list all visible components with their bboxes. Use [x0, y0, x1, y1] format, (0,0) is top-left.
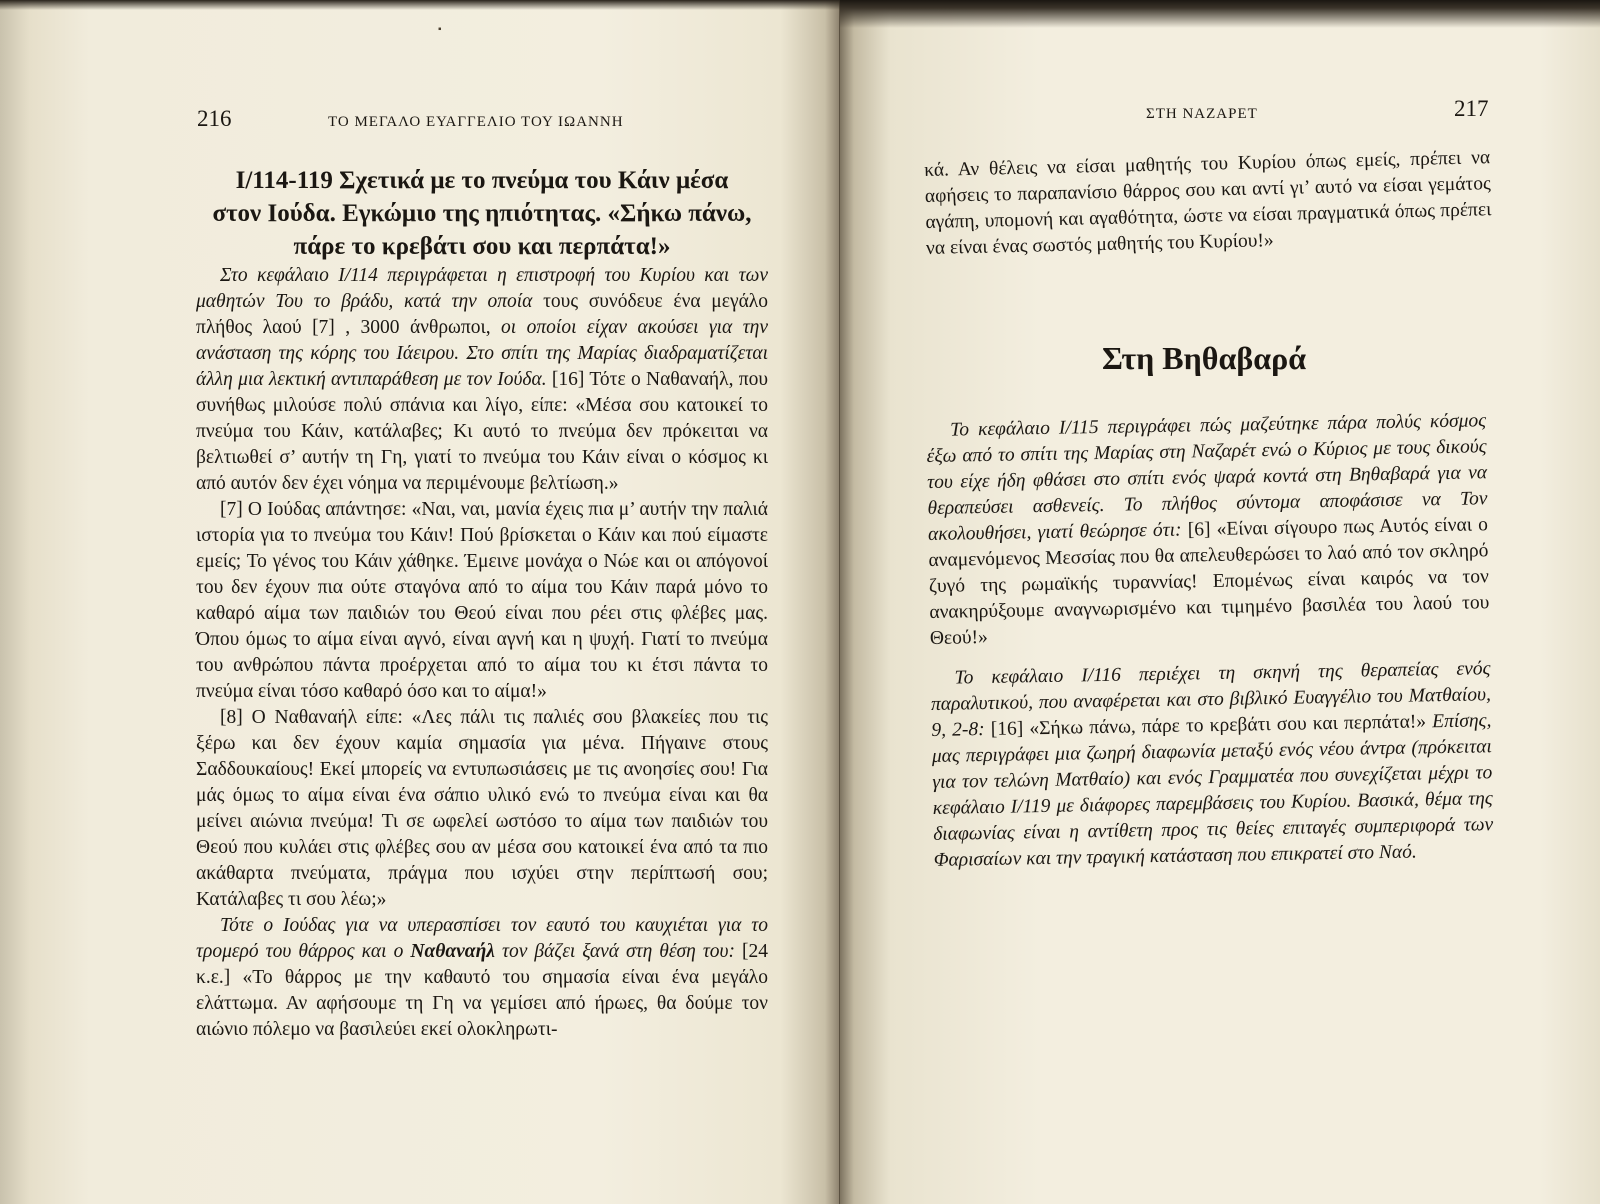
right-continuation-column — [924, 145, 1492, 262]
right-page-top-shadow — [840, 0, 1600, 28]
text-normal: τους συνόδευε ένα μεγάλο πλήθος λαού [7] , 3000 άνθρωποι, — [196, 291, 768, 338]
text-italic: οι οποίοι είχαν ακούσει για την ανάσταση της κόρης του Ιάειρου. Στο σπίτι της Μαρίας διαδραματίζεται άλλη μια λεκτική αντιπαράθεση με τον Ιούδα. — [196, 317, 769, 390]
text-normal: [24 κ.ε.] «Το θάρρος με την καθαυτό του σημασία είναι ένα μεγάλο ελάττωμα. Αν αφήσουμε τη Γη να γεμίσει από ήρωες, θα δούμε τον αιώνιο πόλεμο να βασιλεύει εκεί ολοκληρωτι- — [196, 941, 768, 1040]
text-italic: τον βάζει ξανά στη θέση του: — [494, 941, 742, 962]
text-italic: Το κεφάλαιο I/116 περιέχει τη σκηνή της θεραπείας ενός παραλυτικού, που αναφέρεται και στο βιβλικό Ευαγγέλιο του Ματθαίου, 9, 2-8: — [930, 658, 1492, 741]
print-speck: ▪ — [438, 24, 442, 35]
left-folio: 216 — [197, 106, 232, 131]
left-paragraph-3: [8] Ο Ναθαναήλ είπε: «Λες πάλι τις παλιές σου βλακείες που τις ξέρω και δεν έχουν καμία σημασία για μένα. Πήγαινε στους Σαδδουκαίους! Εκεί μπορείς να εντυπωσιάσεις με τις ανοησίες σου! Για μάς όμως το αίμα είναι ένα σάπιο υλικό ενώ το πνεύμα είναι και θα μείνει αιώνια πνεύμα! Τι σε ωφελεί ωστόσο το αίμα των παιδιών του Θεού που κυλάει στις φλέβες σου αν μέσα σου κατοικεί ένα από τα πιο ακάθαρτα πνεύματα, πράγμα που ισχύει στην περίπτωσή σου; Κατάλαβες τι σου λέω;» — [196, 707, 768, 910]
section-heading: Στη Βηθαβαρά — [1101, 340, 1307, 376]
text-italic: Στο κεφάλαιο I/114 περιγράφεται η επιστροφή του Κυρίου και των μαθητών Του το βράδυ, κατά την οποία — [196, 265, 768, 312]
right-page — [840, 0, 1600, 1204]
left-paragraph-2: [7] Ο Ιούδας απάντησε: «Ναι, ναι, μανία έχεις πια μ’ αυτήν την παλιά ιστορία για το πνεύμα του Κάιν! Πού βρίσκεται ο Κάιν και πού είμαστε εμείς; Το γένος του Κάιν χάθηκε. Έμεινε μονάχα ο Νώε και οι απόγονοί του δεν έχουν πια ούτε σταγόνα από το αίμα του Κάιν παρά μόνο το καθαρό αίμα των παιδιών του Θεού είναι που ρέει στις φλέβες μας. Όπου όμως το αίμα είναι αγνό, είναι αγνή και η ψυχή. Γιατί το πνεύμα του ανθρώπου πάντα προέρχεται από το αίμα του κι έτσι πάντα το πνεύμα είναι τόσο καθαρό όσο και το αίμα!» — [196, 499, 768, 702]
text-normal: [6] «Είναι σίγουρο πως Αυτός είναι ο αναμενόμενος Μεσσίας που θα απελευθερώσει το λαό από τον σκληρό ζυγό της ρωμαϊκής τυραννίας! Επομένως είναι καιρός να τον ανακηρύξουμε αναγνωρισμένο και τιμημένο βασιλέα του λαού του Θεού!» — [928, 514, 1490, 649]
left-paragraph-1 — [196, 263, 768, 497]
text-italic: Τότε ο Ιούδας για να υπερασπίσει τον εαυτό του καυχιέται για το τρομερό του θάρρος και ο — [196, 915, 768, 962]
left-page-top-shadow — [0, 0, 840, 10]
right-text-column — [926, 408, 1494, 874]
right-running-header: ΣΤΗ ΝΑΖΑΡΕΤ — [1146, 106, 1258, 122]
text-bold-italic: Ναθαναήλ — [410, 941, 495, 962]
text-italic: Επίσης, μας περιγράφει μια ζωηρή διαφωνία μεταξύ ενός νέου άντρα (πρόκειται για τον τελώνη Ματθαίο) και ενός Γραμματέα που συνεχίζεται μέχρι το κεφάλαιο I/119 με διάφορες παρεμβάσεις του Κυρίου. Βασικά, θέμα της διαφωνίας είναι η αντίθετη προς τις θείες επιταγές συμπεριφορά των Φαρισαίων και την τραγική κατάσταση που επικρατεί στο Ναό. — [931, 710, 1494, 871]
chapter-title: I/114-119 Σχετικά με το πνεύμα του Κάιν μέσα στον Ιούδα. Εγκώμιο της ηπιότητας. «Σήκω πάνω, πάρε το κρεβάτι σου και περπάτα!» — [212, 167, 752, 260]
left-running-header: ΤΟ ΜΕΓΑΛΟ ΕΥΑΓΓΕΛΙΟ ΤΟΥ ΙΩΑΝΝΗ — [328, 114, 624, 130]
right-paragraph-1 — [926, 408, 1490, 652]
text-normal: [16] «Σήκω πάνω, πάρε το κρεβάτι σου και περπάτα!» — [990, 711, 1433, 740]
left-paragraph-4 — [196, 913, 768, 1043]
left-text-column — [196, 164, 768, 1043]
right-paragraph-2 — [930, 656, 1494, 874]
text-normal: [16] Τότε ο Ναθαναήλ, που συνήθως μιλούσε πολύ σπάνια και λίγο, είπε: «Μέσα σου κατοικεί το πνεύμα του Κάιν, κατάλαβες; Κι αυτό το πνεύμα δεν πρόκειται να βελτιωθεί σ’ αυτήν τη Γη, γιατί το πνεύμα του Κάιν είναι ο κόσμος κι από αυτόν δεν έχει νόημα να περιμένουμε βελτίωση.» — [196, 369, 768, 494]
text-italic: Το κεφάλαιο I/115 περιγράφει πώς μαζεύτηκε πάρα πολύς κόσμος έξω από το σπίτι της Μαρίας στη Ναζαρέτ ενώ ο Κύριος με τους δικούς του είχε ήδη φθάσει στο σπίτι ενός ψαρά κοντά στη Βηθαβαρά για να θεραπεύσει ασθενείς. Το πλήθος σύντομα αποφάσισε να Τον ακολουθήσει, γιατί θεώρησε ότι: — [926, 410, 1488, 545]
right-continuation-paragraph: κά. Αν θέλεις να είσαι μαθητής του Κυρίου όπως εμείς, πρέπει να αφήσεις το παραπανίσιο θάρρος σου και αντί γι’ αυτό να είσαι γεμάτος αγάπη, υπομονή και αγαθότητα, ώστε να είσαι πραγματικά όπως πρέπει να είναι ένας σωστός μαθητής του Κυρίου!» — [924, 147, 1492, 259]
right-folio: 217 — [1454, 96, 1489, 121]
